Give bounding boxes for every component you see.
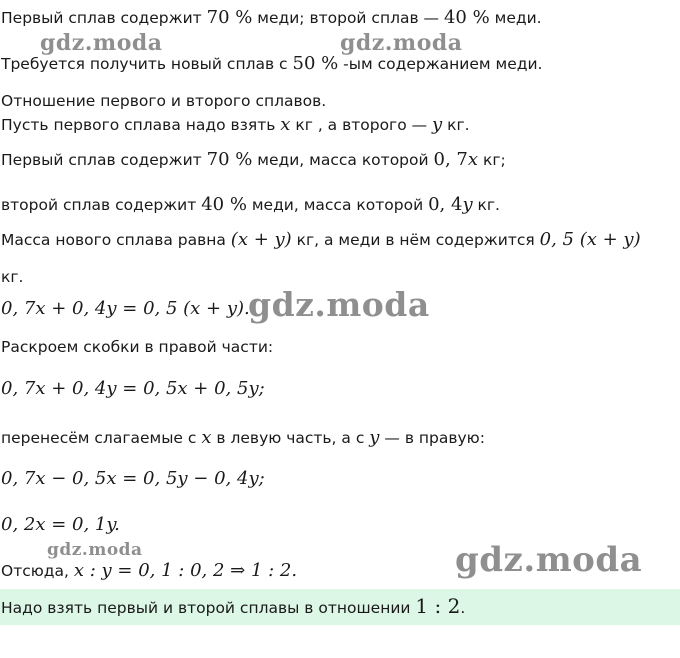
text: в левую часть, а с	[211, 429, 370, 447]
text: меди.	[489, 9, 542, 27]
text-line-7	[1, 229, 641, 251]
text: .	[460, 599, 466, 617]
text-line-10: Раскроем скобки в правой части:	[1, 338, 274, 356]
math: 70 %	[206, 149, 253, 170]
math: x	[201, 427, 212, 448]
text: Пусть первого сплава надо взять	[1, 116, 281, 134]
watermark-logo: gdz.moda	[40, 30, 163, 56]
text: меди, масса которой	[252, 151, 434, 169]
math: 70 %	[206, 7, 253, 28]
math: (x + y)	[230, 229, 292, 250]
text: кг, а меди в нём содержится	[291, 231, 540, 249]
answer-box	[0, 589, 680, 625]
text-line-3: Отношение первого и второго сплавов.	[1, 92, 327, 110]
math: 0, 4	[428, 194, 463, 215]
text: Первый сплав содержит	[1, 151, 207, 169]
math: 40 %	[201, 194, 247, 215]
text: кг.	[442, 116, 470, 134]
math: 0, 5 (x + y)	[539, 229, 641, 250]
text-line-4	[1, 114, 470, 136]
text-line-2	[1, 53, 542, 75]
text: кг.	[472, 196, 500, 214]
text: Первый сплав содержит	[1, 9, 207, 27]
text-line-12	[1, 427, 485, 449]
text: перенесём слагаемые с	[1, 429, 202, 447]
watermark-logo: gdz.moda	[248, 285, 430, 324]
math: x	[467, 149, 479, 170]
text: кг;	[478, 151, 506, 169]
math: y	[462, 194, 473, 215]
math: y	[369, 427, 380, 448]
text: -ым содержанием меди.	[338, 55, 543, 73]
text: меди; второй сплав —	[252, 9, 444, 27]
text: второй сплав содержит	[1, 196, 202, 214]
watermark-logo: gdz.moda	[340, 30, 463, 56]
text: меди, масса которой	[246, 196, 429, 214]
equation-1: 0, 7x + 0, 4y = 0, 5 (x + y).	[1, 298, 250, 319]
equation-4: 0, 2x = 0, 1y.	[1, 514, 120, 535]
math: 1 : 2	[415, 594, 461, 618]
math: y	[432, 114, 443, 135]
text-line-1	[1, 7, 542, 29]
watermark-logo: gdz.moda	[455, 540, 643, 580]
math: 50 %	[292, 53, 339, 74]
math: x : y = 0, 1 : 0, 2 ⇒ 1 : 2.	[73, 560, 298, 581]
text: Требуется получить новый сплав с	[1, 55, 293, 73]
text-line-15	[1, 560, 297, 582]
math: 0, 7	[433, 149, 468, 170]
text: кг , а второго —	[290, 116, 433, 134]
text: Масса нового сплава равна	[1, 231, 231, 249]
text: Отсюда,	[1, 562, 74, 580]
equation-3: 0, 7x − 0, 5x = 0, 5y − 0, 4y;	[1, 468, 265, 489]
watermark-logo: gdz.moda	[47, 540, 143, 560]
text: — в правую:	[379, 429, 485, 447]
math: x	[280, 114, 291, 135]
text-line-5	[1, 149, 506, 171]
math: 40 %	[443, 7, 490, 28]
text-line-6	[1, 194, 500, 216]
equation-2: 0, 7x + 0, 4y = 0, 5x + 0, 5y;	[1, 378, 265, 399]
text: Надо взять первый и второй сплавы в отношении	[1, 599, 416, 617]
answer-text	[1, 595, 465, 619]
text-line-8: кг.	[1, 268, 24, 286]
